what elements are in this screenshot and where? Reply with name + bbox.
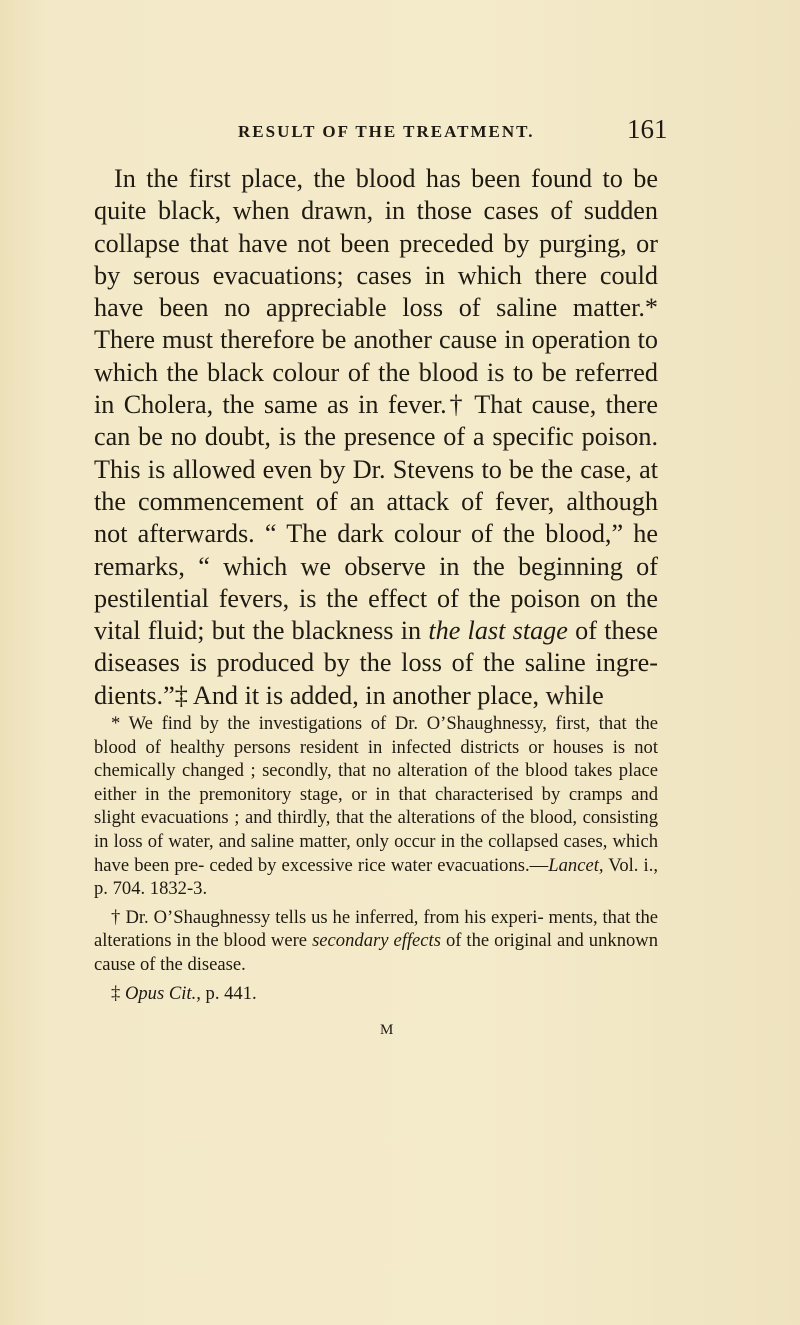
footnote-3	[94, 982, 658, 1006]
running-title: RESULT OF THE TREATMENT.	[238, 122, 535, 141]
footnotes	[94, 712, 658, 1005]
footnote-marker: *	[644, 293, 658, 323]
footnote-marker: ‡	[174, 680, 188, 710]
footnote-marker: ‡	[111, 982, 125, 1004]
footnote-text: of the original and unknown cause of the disease.	[94, 930, 659, 975]
text-run: In the first place, the blood has been found to be quite black, when drawn, in those cases of sudden collapse that have not been preceded by purging, or by serous evacuations; cases in which there could have been no appreciable loss of saline matter.	[94, 164, 658, 323]
text-run: That cause, there can be no doubt, is the presence of a specific poison. This is allowed even by Dr. Stevens to be the case, at the commencement of an attack of fever, although not afterwards. “ The dark colour of the blood,” he remarks, “ which we observe in the beginning of pestilential fevers, is the effect of the poison on the vital fluid; but the blackness in	[94, 390, 658, 646]
paragraph	[94, 163, 658, 712]
running-head	[0, 114, 800, 158]
italic-text: Lancet,	[548, 854, 604, 876]
footnote-text: We find by the investigations of Dr. O’Shaughnessy, first, that the blood of healthy persons resident in infected districts or houses is not chemically changed ; secondly, that no alteration of the blood takes place either in the premonitory stage, or in that characterised by cramps and slight evacuations ; and thirdly, that the alterations of the blood, consisting in loss of water, and saline matter, only occur in the collapsed cases, which have been pre- ceded by excessive rice water evacuations.—	[94, 713, 659, 876]
italic-text: secondary effects	[312, 930, 441, 952]
footnote-marker: †	[111, 906, 126, 928]
page-number: 161	[627, 114, 668, 144]
footnote-marker: †	[446, 390, 466, 420]
footnote-text: p. 441.	[200, 982, 257, 1004]
footnote-text: Dr. O’Shaughnessy tells us he inferred, from his experi- ments, that the alterations in the blood were	[94, 906, 658, 952]
text-run: of these diseases is produced by the loss of the saline ingre- dients.”	[94, 616, 658, 710]
footnote-2	[94, 906, 658, 977]
signature-mark: M	[380, 1022, 394, 1038]
footnote-marker: *	[111, 713, 129, 734]
main-text	[94, 163, 658, 712]
text-run: And it is added, in another place, while	[187, 680, 604, 710]
text-run: There must therefore be another cause in operation to which the black colour of the blood is to be referred in Cholera, the same as in fever.	[94, 325, 658, 420]
footnote-1	[94, 712, 658, 901]
italic-text: Opus Cit.,	[124, 982, 201, 1004]
italic-text: the last stage	[428, 616, 568, 646]
footnote-text: Vol. i., p. 704. 1832-3.	[94, 854, 658, 900]
